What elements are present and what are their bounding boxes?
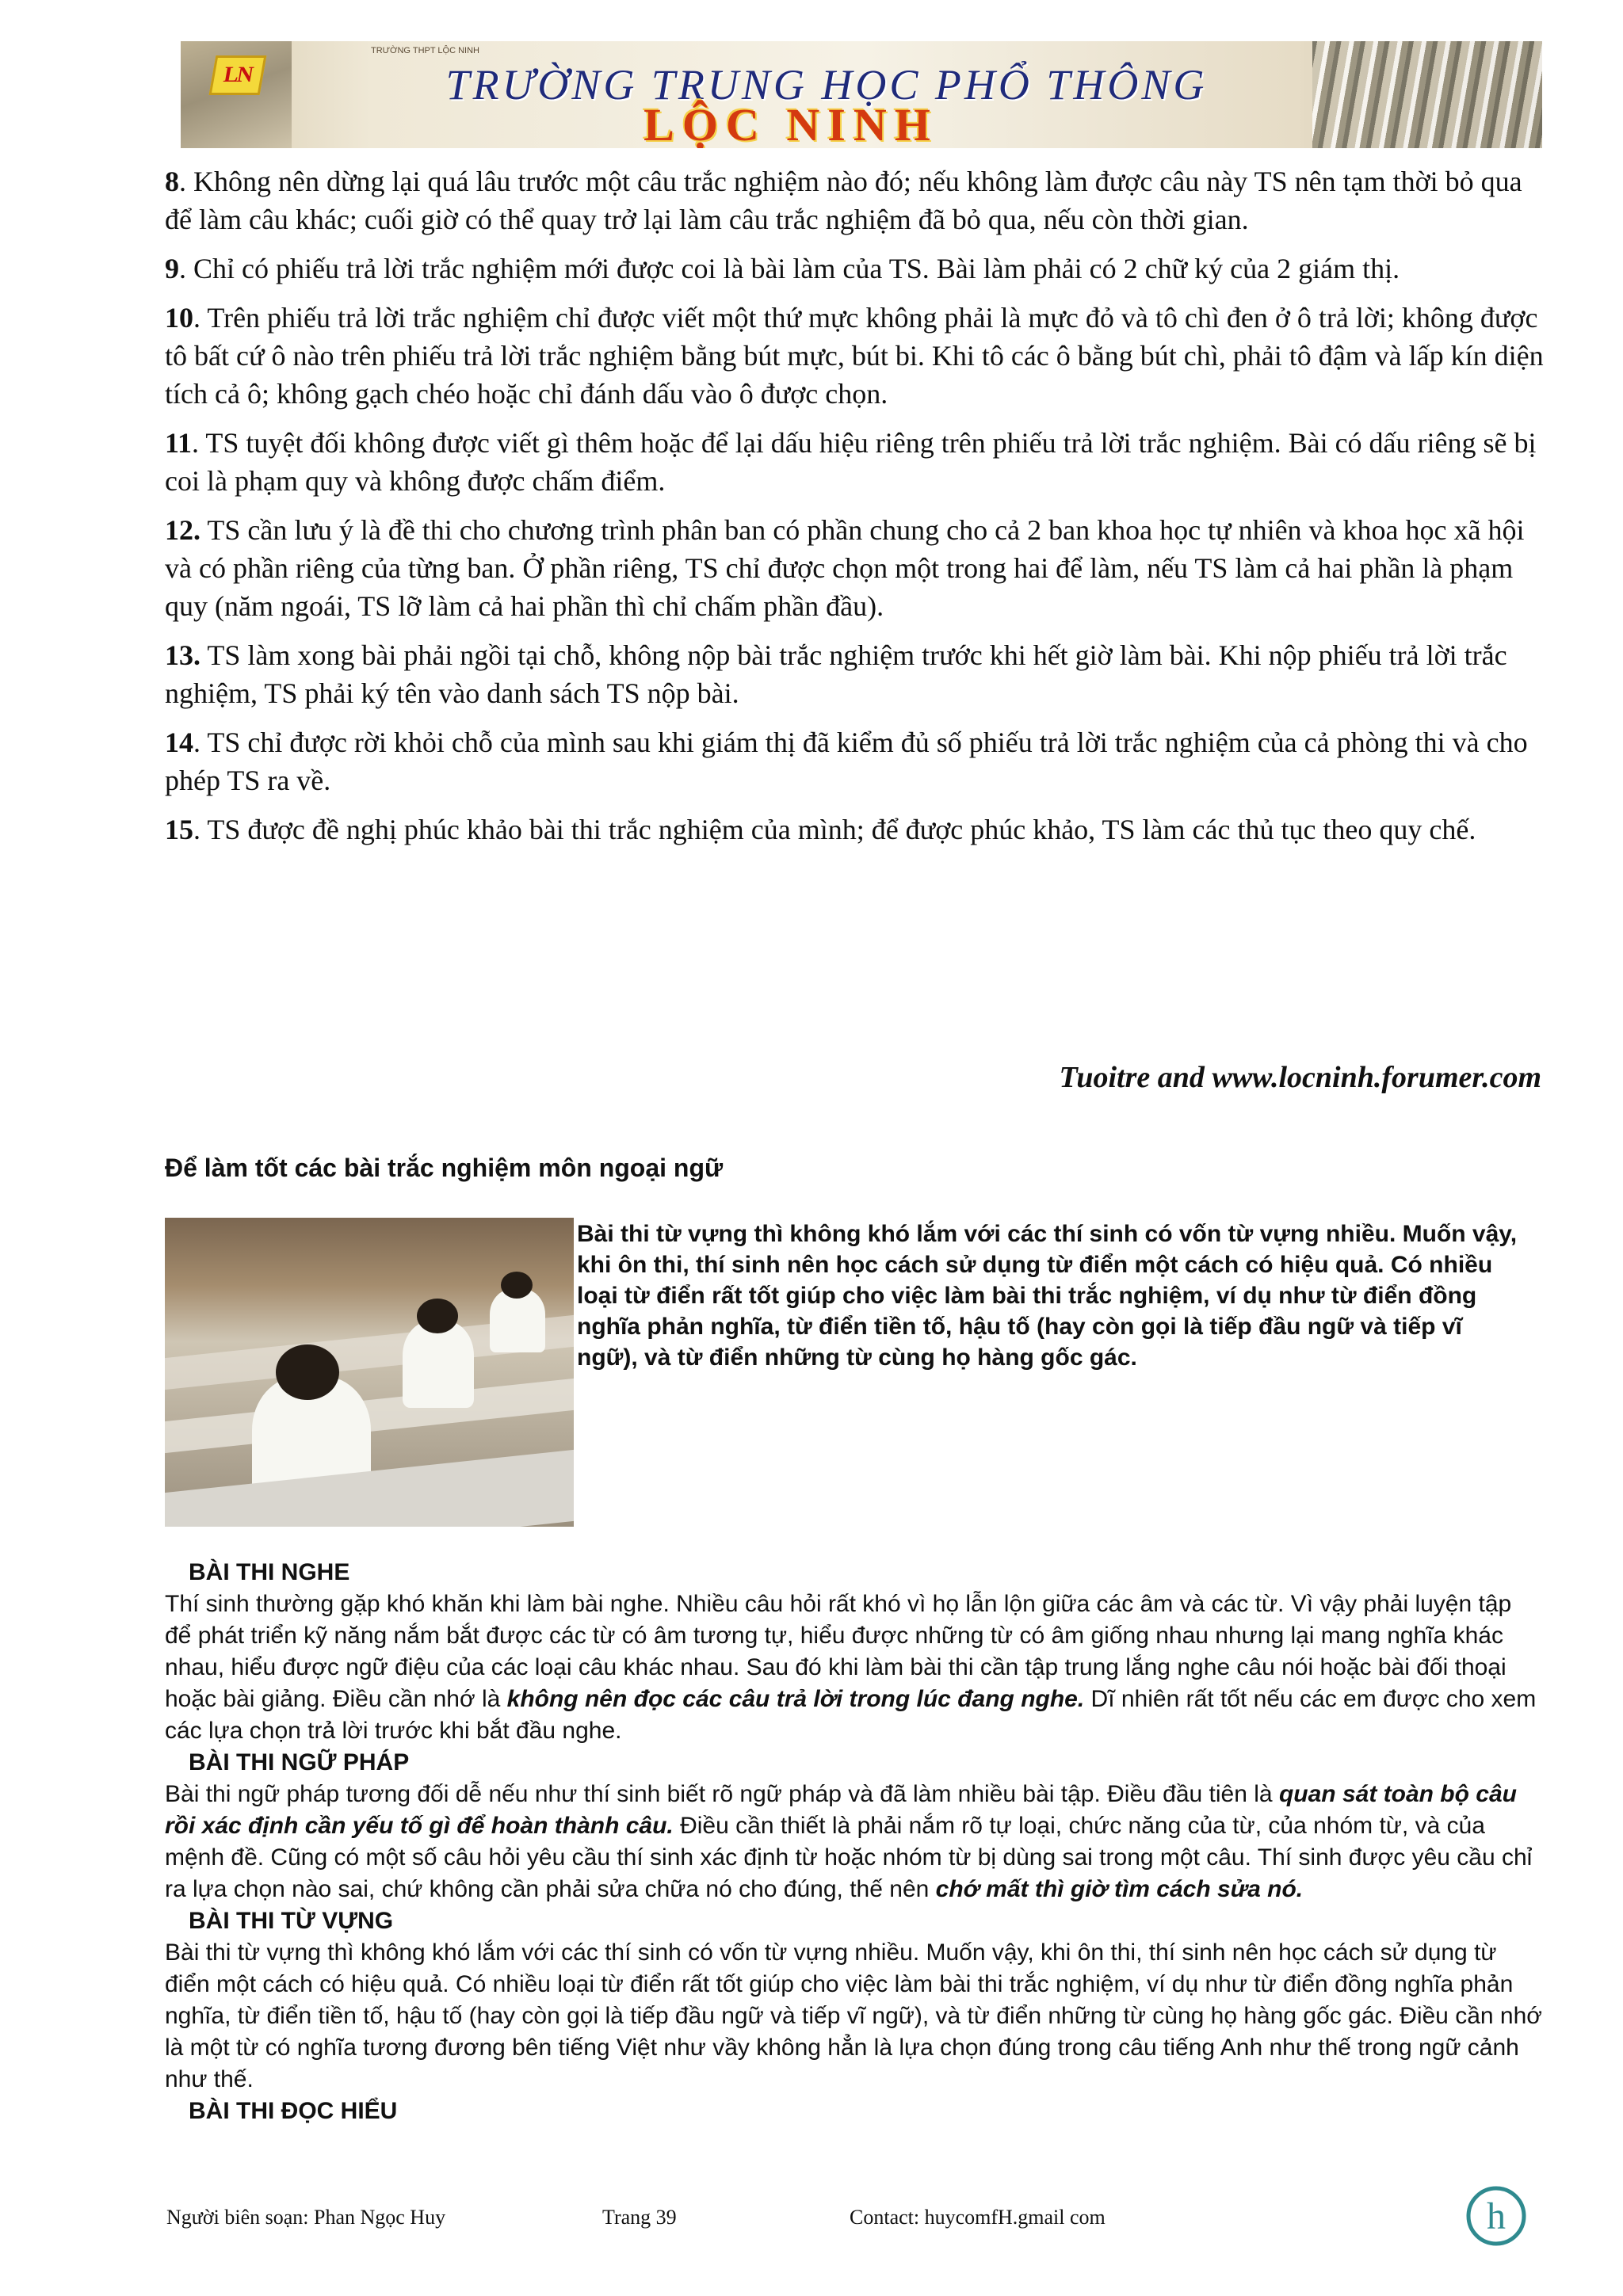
reading-heading: BÀI THI ĐỌC HIỂU	[189, 2098, 398, 2124]
rule-number: 12.	[165, 514, 200, 546]
exam-room-photo	[165, 1218, 574, 1527]
article-title: Để làm tốt các bài trắc nghiệm môn ngoại ngữ	[165, 1154, 724, 1182]
banner-photo-right	[1312, 41, 1542, 148]
rule-item	[165, 810, 1548, 849]
rule-item	[165, 250, 1548, 288]
photo-student-head	[417, 1299, 458, 1333]
school-logo-text: LN	[221, 63, 254, 87]
rule-item	[165, 511, 1548, 625]
rule-number: 15	[165, 814, 193, 845]
rule-number: 13.	[165, 639, 200, 671]
footer-page-number: Trang 39	[602, 2206, 677, 2229]
listening-paragraph	[165, 1589, 1544, 1747]
rule-number: 11	[165, 427, 193, 459]
rule-text: . TS tuyệt đối không được viết gì thêm hoặc để lại dấu hiệu riêng trên phiếu trả lời trắc nghiệm. Bài có dấu riêng sẽ bị coi là phạm quy và không được chấm điểm.	[165, 427, 1537, 497]
rule-number: 8	[165, 166, 179, 197]
rule-item	[165, 424, 1548, 500]
grammar-text: Bài thi ngữ pháp tương đối dễ nếu như thí sinh biết rõ ngữ pháp và đã làm nhiều bài tập. Điều đầu tiên là	[165, 1781, 1279, 1807]
source-credit: Tuoitre and www.locninh.forumer.com	[1059, 1061, 1541, 1094]
footer-logo-icon	[1465, 2184, 1528, 2248]
rule-text: . Không nên dừng lại quá lâu trước một câu trắc nghiệm nào đó; nếu không làm được câu này TS nên tạm thời bỏ qua để làm câu khác; cuối giờ có thể quay trở lại làm câu trắc nghiệm đã bỏ qua, nếu còn thời gian.	[165, 166, 1522, 235]
rule-text: TS cần lưu ý là đề thi cho chương trình phân ban có phần chung cho cả 2 ban khoa học tự nhiên và khoa học xã hội và có phần riêng của từng ban. Ở phần riêng, TS chỉ được chọn một trong hai để làm, nếu TS làm cả hai phần là phạm quy (năm ngoái, TS lỡ làm cả hai phần thì chỉ chấm phần đầu).	[165, 514, 1525, 622]
rules-list	[165, 162, 1548, 860]
rule-number: 9	[165, 253, 179, 284]
footer-contact: Contact: huycomfH.gmail com	[850, 2206, 1106, 2229]
rule-item	[165, 723, 1548, 799]
rule-text: . Trên phiếu trả lời trắc nghiệm chỉ được viết một thứ mực không phải là mực đỏ và tô chì đen ở ô trả lời; không được tô bất cứ ô nào trên phiếu trả lời trắc nghiệm bằng bút mực, bút bi. Khi tô các ô bằng bút chì, phải tô đậm và lấp kín diện tích cả ô; không gạch chéo hoặc chỉ đánh dấu vào ô được chọn.	[165, 302, 1544, 410]
grammar-text-mid: Điều cần thiết là phải nắm rõ tự loại, chức năng của từ, của nhóm từ, và của mệnh đề. Cũng có một số câu hỏi yêu cầu thí sinh xác định từ hoặc nhóm từ bị dùng sai trong một câu. Thí sinh được yêu cầu chỉ ra lựa chọn nào sai, chứ không cần phải sửa chữa nó cho đúng, thế nên	[165, 1813, 1533, 1902]
rule-item	[165, 162, 1548, 238]
photo-student	[490, 1289, 545, 1352]
listening-emphasis: không nên đọc các câu trả lời trong lúc đang nghe.	[506, 1686, 1085, 1712]
grammar-paragraph	[165, 1779, 1544, 1905]
vocabulary-heading: BÀI THI TỪ VỰNG	[189, 1908, 394, 1934]
footer-author: Người biên soạn: Phan Ngọc Huy	[166, 2206, 446, 2229]
grammar-emphasis-end: chớ mất thì giờ tìm cách sửa nó.	[935, 1876, 1304, 1902]
banner-small-caption: TRƯỜNG THPT LỘC NINH	[371, 46, 479, 55]
listening-text-end: Dĩ nhiên rất tốt nếu các em được cho xem các lựa chọn trả lời trước khi bắt đầu nghe.	[165, 1686, 1537, 1744]
banner-title-line2: LỘC NINH	[643, 99, 938, 148]
school-logo	[209, 55, 267, 95]
listening-heading: BÀI THI NGHE	[189, 1559, 350, 1585]
banner-title-line1: TRƯỜNG TRUNG HỌC PHỔ THÔNG	[445, 61, 1208, 109]
grammar-emphasis: quan sát toàn bộ câu rồi xác định cần yếu tố gì để hoàn thành câu.	[165, 1781, 1517, 1839]
footer-logo-letter: h	[1487, 2195, 1506, 2237]
rule-text: TS làm xong bài phải ngồi tại chỗ, không nộp bài trắc nghiệm trước khi hết giờ làm bài. Khi nộp phiếu trả lời trắc nghiệm, TS phải ký tên vào danh sách TS nộp bài.	[165, 639, 1507, 709]
listening-text: Thí sinh thường gặp khó khăn khi làm bài nghe. Nhiều câu hỏi rất khó vì họ lẫn lộn giữa các âm và các từ. Vì vậy phải luyện tập để phát triển kỹ năng nắm bắt được các từ có âm tương tự, hiểu được những từ có âm giống nhau nhưng lại mang nghĩa khác nhau, hiểu được ngữ điệu của các loại câu khác nhau. Sau đó khi làm bài thi cần tập trung lắng nghe câu nói hoặc bài đối thoại hoặc bài giảng. Điều cần nhớ là	[165, 1591, 1512, 1712]
photo-student-head	[501, 1272, 533, 1299]
rule-number: 10	[165, 302, 193, 334]
rule-number: 14	[165, 727, 193, 758]
rule-item	[165, 636, 1548, 712]
rule-text: . TS được đề nghị phúc khảo bài thi trắc nghiệm của mình; để được phúc khảo, TS làm các thủ tục theo quy chế.	[193, 814, 1476, 845]
rule-item	[165, 299, 1548, 413]
article-intro: Bài thi từ vựng thì không khó lắm với các thí sinh có vốn từ vựng nhiều. Muốn vậy, khi ôn thi, thí sinh nên học cách sử dụng từ điển một cách có hiệu quả. Có nhiều loại từ điển rất tốt giúp cho việc làm bài thi trắc nghiệm, ví dụ như từ điển đồng nghĩa phản nghĩa, từ điển tiền tố, hậu tố (hay còn gọi là tiếp đầu ngữ và tiếp vĩ ngữ), và từ điển những từ cùng họ hàng gốc gác.	[577, 1221, 1518, 1371]
header-banner	[181, 41, 1542, 148]
grammar-heading: BÀI THI NGỮ PHÁP	[189, 1749, 410, 1775]
photo-student-head	[276, 1344, 339, 1400]
article-body	[165, 1557, 1544, 2127]
rule-text: . Chỉ có phiếu trả lời trắc nghiệm mới được coi là bài làm của TS. Bài làm phải có 2 chữ ký của 2 giám thị.	[179, 253, 1400, 284]
vocabulary-paragraph: Bài thi từ vựng thì không khó lắm với các thí sinh có vốn từ vựng nhiều. Muốn vậy, khi ôn thi, thí sinh nên học cách sử dụng từ điển một cách có hiệu quả. Có nhiều loại từ điển rất tốt giúp cho việc làm bài thi trắc nghiệm, ví dụ như từ điển đồng nghĩa phản nghĩa, từ điển tiền tố, hậu tố (hay còn gọi là tiếp đầu ngữ và tiếp vĩ ngữ), và từ điển những từ cùng họ hàng gốc gác. Điều cần nhớ là một từ có nghĩa tương đương bên tiếng Việt như vầy không hẳn là lựa chọn đúng trong câu tiếng Anh như thế trong ngữ cảnh như thế.	[165, 1939, 1542, 2092]
photo-student	[403, 1321, 474, 1408]
rule-text: . TS chỉ được rời khỏi chỗ của mình sau khi giám thị đã kiểm đủ số phiếu trả lời trắc nghiệm của cả phòng thi và cho phép TS ra về.	[165, 727, 1528, 796]
